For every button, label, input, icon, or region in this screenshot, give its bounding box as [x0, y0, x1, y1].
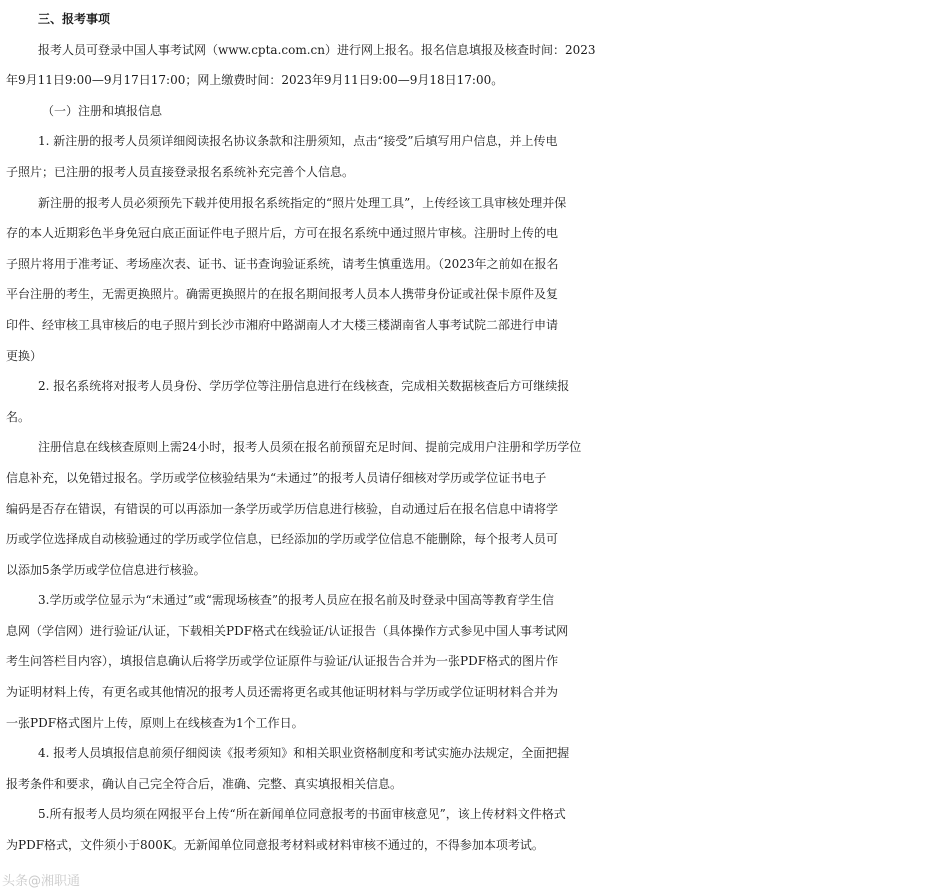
document-line: 为PDF格式，文件须小于800K。无新闻单位同意报考材料或材料审核不通过的，不得参加本项考试。: [6, 838, 544, 853]
section-heading: 三、报考事项: [38, 12, 111, 26]
document-line: 平台注册的考生，无需更换照片。确需更换照片的在报名期间报考人员本人携带身份证或社保卡原件及复: [6, 287, 559, 302]
document-line: 历或学位选择成自动核验通过的学历或学位信息，已经添加的学历或学位信息不能删除，每个报考人员可: [6, 532, 559, 547]
document-line: 更换）: [6, 348, 43, 363]
document-line: 注册信息在线核查原则上需24小时，报考人员须在报名前预留充足时间、提前完成用户注册和学历学位: [38, 440, 582, 455]
document-line: 报考人员可登录中国人事考试网（www.cpta.com.cn）进行网上报名。报名信息填报及核查时间：2023: [38, 42, 596, 57]
document-line: 为证明材料上传，有更名或其他情况的报考人员还需将更名或其他证明材料与学历或学位证明材料合并为: [6, 685, 559, 700]
document-line: 信息补充，以免错过报名。学历或学位核验结果为“未通过”的报考人员请仔细核对学历或学位证书电子: [6, 470, 547, 485]
document-line: 考生问答栏目内容），填报信息确认后将学历或学位证原件与验证/认证报告合并为一张PDF格式的图片作: [6, 654, 559, 669]
document-line: 印件、经审核工具审核后的电子照片到长沙市湘府中路湖南人才大楼三楼湖南省人事考试院二部进行申请: [6, 317, 559, 332]
document-line: 5.所有报考人员均须在网报平台上传“所在新闻单位同意报考的书面审核意见”，该上传材料文件格式: [38, 807, 566, 822]
document-line: 2. 报名系统将对报考人员身份、学历学位等注册信息进行在线核查，完成相关数据核查后方可继续报: [38, 379, 570, 394]
document-line: 息网（学信网）进行验证/认证，下载相关PDF格式在线验证/认证报告（具体操作方式参见中国人事考试网: [6, 623, 569, 638]
document-line: 编码是否存在错误，有错误的可以再添加一条学历或学历信息进行核验，自动通过后在报名信息中请将学: [6, 501, 559, 516]
document-line: 1. 新注册的报考人员须详细阅读报名协议条款和注册须知，点击“接受”后填写用户信息，并上传电: [38, 134, 558, 149]
document-line: 报考条件和要求，确认自己完全符合后，准确、完整、真实填报相关信息。: [6, 776, 403, 791]
document-line: 一张PDF格式图片上传，原则上在线核查为1个工作日。: [6, 715, 304, 730]
document-line: 子照片；已注册的报考人员直接登录报名系统补充完善个人信息。: [6, 164, 355, 179]
document-line: 新注册的报考人员必须预先下载并使用报名系统指定的“照片处理工具”，上传经该工具审核处理并保: [38, 195, 567, 210]
document-lines: [0, 35, 926, 861]
document-line: 以添加5条学历或学位信息进行核验。: [6, 562, 206, 577]
document-line: 存的本人近期彩色半身免冠白底正面证件电子照片后，方可在报名系统中通过照片审核。注册时上传的电: [6, 226, 559, 241]
document-line: 子照片将用于准考证、考场座次表、证书、证书查询验证系统，请考生慎重选用。（2023年之前如在报名: [6, 256, 559, 271]
document-line: 3.学历或学位显示为“未通过”或“需现场核查”的报考人员应在报名前及时登录中国高等教育学生信: [38, 593, 554, 608]
watermark-text: 头条@湘职通: [2, 874, 81, 889]
document-line: 4. 报考人员填报信息前须仔细阅读《报考须知》和相关职业资格制度和考试实施办法规定，全面把握: [38, 746, 570, 761]
document-line: （一）注册和填报信息: [42, 103, 163, 118]
document-line: 年9月11日9:00—9月17日17:00；网上缴费时间：2023年9月11日9:00—9月18日17:00。: [6, 73, 504, 88]
document-line: 名。: [6, 409, 31, 424]
